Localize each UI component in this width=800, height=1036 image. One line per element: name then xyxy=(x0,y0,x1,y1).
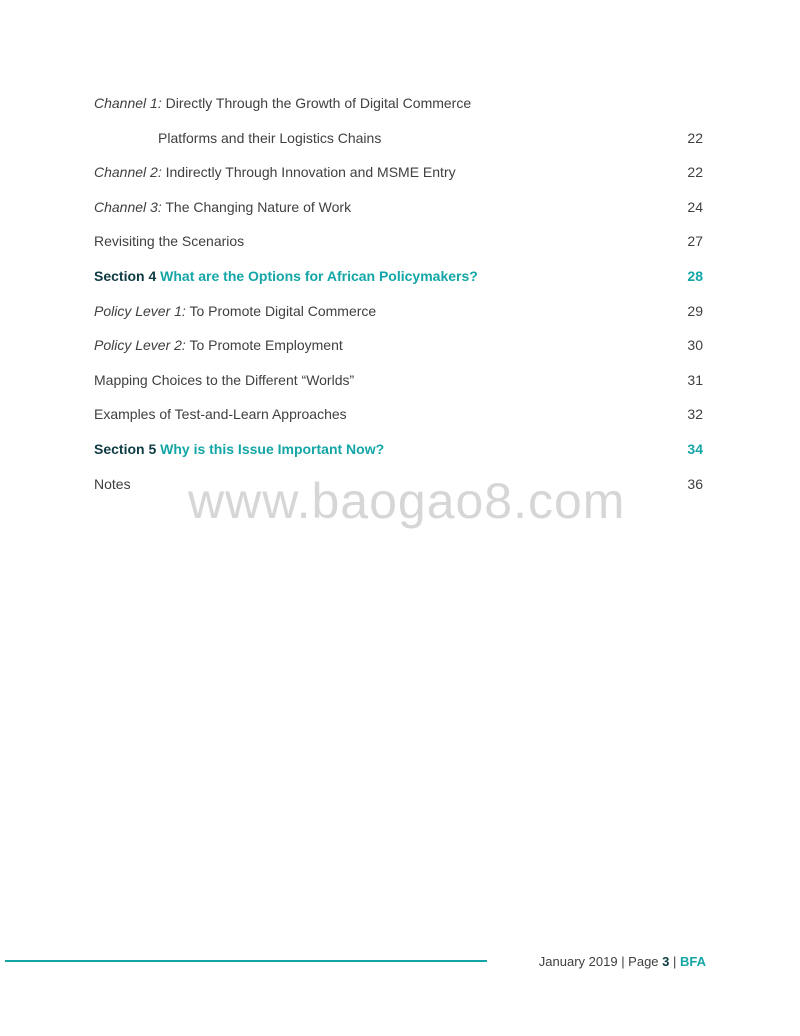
toc-entry-page: 29 xyxy=(687,302,703,319)
footer-separator: | xyxy=(669,954,680,969)
section-number: Section 5 xyxy=(94,440,157,457)
footer-date-page: January 2019 | Page xyxy=(538,954,663,969)
toc-entry-prefix: Policy Lever 2: xyxy=(94,337,186,354)
toc-entry-label xyxy=(94,127,381,149)
toc-entry-prefix: Channel 3: xyxy=(94,198,162,215)
toc-entry-channel-1-continued[interactable] xyxy=(94,127,703,162)
toc-entry-text: Revisiting the Scenarios xyxy=(94,233,245,250)
section-title: What are the Options for African Policymakers? xyxy=(160,267,478,284)
toc-entry-section-4[interactable] xyxy=(94,265,703,300)
toc-entry-label xyxy=(94,334,343,356)
toc-entry-revisiting-scenarios[interactable] xyxy=(94,230,703,265)
toc-entry-policy-lever-2[interactable] xyxy=(94,334,703,369)
toc-entry-test-and-learn[interactable] xyxy=(94,403,703,438)
toc-entry-channel-3[interactable] xyxy=(94,196,703,231)
section-title: Why is this Issue Important Now? xyxy=(160,440,385,457)
toc-entry-page: 27 xyxy=(687,233,703,250)
toc-entry-label xyxy=(94,196,351,218)
toc-entry-page: 30 xyxy=(687,337,703,354)
watermark-text: www.baogao8.com xyxy=(188,473,626,529)
toc-entry-page: 32 xyxy=(687,406,703,423)
toc-entry-label xyxy=(94,473,131,495)
toc-entry-text: Platforms and their Logistics Chains xyxy=(158,129,382,146)
toc-entry-page: 24 xyxy=(687,198,703,215)
toc-entry-page: 34 xyxy=(687,440,703,457)
toc-entry-channel-2[interactable] xyxy=(94,161,703,196)
toc-entry-label xyxy=(94,403,347,425)
toc-entry-text: Notes xyxy=(94,475,131,492)
toc-entry-prefix: Channel 1: xyxy=(94,95,162,111)
toc-entry-page: 31 xyxy=(687,371,703,388)
toc-entry-page: 22 xyxy=(687,129,703,146)
toc-entry-text: Examples of Test-and-Learn Approaches xyxy=(94,406,347,423)
toc-entry-label xyxy=(94,265,478,287)
toc-entry-section-5[interactable] xyxy=(94,438,703,473)
toc-entry-page: 28 xyxy=(687,267,703,284)
toc-entry-text: Directly Through the Growth of Digital Commerce xyxy=(161,95,472,111)
toc-entry-label xyxy=(94,369,354,391)
section-number: Section 4 xyxy=(94,267,157,284)
toc-entry-text: To Promote Employment xyxy=(185,337,343,354)
toc-entry-page: 22 xyxy=(687,164,703,181)
toc-entry-prefix: Policy Lever 1: xyxy=(94,302,186,319)
toc-entry-channel-1[interactable] xyxy=(94,92,703,127)
footer-divider xyxy=(5,960,487,962)
footer-brand-logo: BFA xyxy=(680,954,706,969)
toc-entry-policy-lever-1[interactable] xyxy=(94,300,703,335)
toc-entry-prefix: Channel 2: xyxy=(94,164,162,181)
table-of-contents xyxy=(94,92,703,507)
toc-entry-mapping-choices[interactable] xyxy=(94,369,703,404)
toc-entry-text: The Changing Nature of Work xyxy=(161,198,352,215)
toc-entry-text: To Promote Digital Commerce xyxy=(185,302,377,319)
toc-entry-text: Indirectly Through Innovation and MSME Entry xyxy=(161,164,456,181)
page-footer xyxy=(539,954,706,969)
footer-page-number: 3 xyxy=(662,954,670,969)
toc-entry-label xyxy=(94,161,456,183)
toc-entry-label xyxy=(94,92,471,114)
toc-entry-label xyxy=(94,438,384,460)
toc-entry-label xyxy=(94,300,376,322)
toc-entry-page: 36 xyxy=(687,475,703,492)
toc-entry-text: Mapping Choices to the Different “Worlds” xyxy=(94,371,355,388)
toc-entry-label xyxy=(94,230,244,252)
